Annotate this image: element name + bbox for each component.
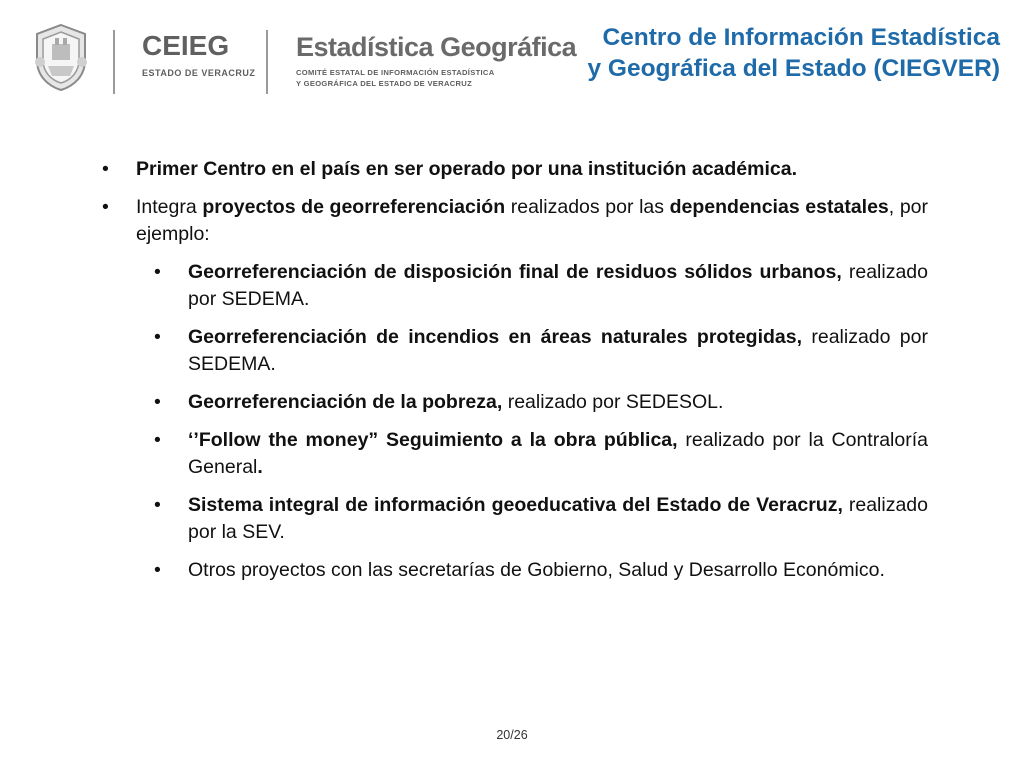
bullet-glyph: • [102, 196, 109, 218]
veracruz-crest-logo [30, 22, 92, 92]
slide-title-line: y Geográfica del Estado (CIEGVER) [587, 55, 1000, 82]
bullet-glyph: • [154, 391, 161, 413]
bullet-bold-text: Sistema integral de información geoeducativa del Estado de Veracruz, [188, 494, 843, 516]
bullet-list [102, 156, 928, 595]
sub-bullet-item [102, 389, 928, 416]
bullet-text: realizado por SEDESOL. [502, 391, 724, 413]
bullet-text: realizado por la SEV. [188, 494, 928, 543]
bullet-bold-text: Georreferenciación de incendios en áreas naturales protegidas, [188, 326, 803, 348]
bullet-text: realizado por SEDEMA. [188, 326, 928, 375]
ceieg-logo-subtitle: ESTADO DE VERACRUZ [142, 68, 256, 78]
bullet-glyph: • [154, 494, 161, 516]
bullet-text: realizado por la Contraloría General [188, 429, 928, 478]
slide-title [587, 22, 1000, 84]
bullet-bold-text: Primer Centro en el país en ser operado por una institución académica. [136, 158, 798, 180]
bullet-bold-text: ‘’Follow the money” Seguimiento a la obra pública, [188, 429, 678, 451]
bullet-text: Otros proyectos con las secretarías de Gobierno, Salud y Desarrollo Económico. [188, 559, 885, 581]
bullet-glyph: • [154, 429, 161, 451]
sub-bullet-item [102, 492, 928, 546]
bullet-text: realizado por SEDEMA. [188, 261, 928, 310]
estadistica-geografica-logo-text: Estadística Geográfica [296, 32, 577, 62]
bullet-bold-text: Georreferenciación de disposición final de residuos sólidos urbanos, [188, 261, 842, 283]
ceieg-logo-text: CEIEG [142, 30, 230, 61]
bullet-glyph: • [154, 261, 161, 283]
estadistica-geografica-logo-subtitle [296, 67, 494, 89]
logo-divider [113, 30, 115, 94]
slide-title-line: Centro de Información Estadística [602, 24, 1000, 51]
bullet-item [102, 194, 928, 248]
sub-bullet-item [102, 557, 928, 584]
bullet-bold-text: dependencias estatales [669, 196, 889, 218]
page-number: 20/26 [496, 728, 528, 742]
sub-bullet-item [102, 259, 928, 313]
slide-header [0, 0, 1024, 110]
logo-subtitle-line: COMITÉ ESTATAL DE INFORMACIÓN ESTADÍSTICA [296, 68, 495, 77]
bullet-text: , por ejemplo: [136, 196, 929, 245]
sub-bullet-item [102, 427, 928, 481]
bullet-item [102, 156, 928, 183]
bullet-glyph: • [154, 559, 161, 581]
bullet-bold-text: . [257, 456, 263, 478]
bullet-glyph: • [102, 158, 109, 180]
bullet-text: Integra [136, 196, 203, 218]
bullet-text: realizados por las [505, 196, 670, 218]
sub-bullet-item [102, 324, 928, 378]
bullet-glyph: • [154, 326, 161, 348]
bullet-bold-text: Georreferenciación de la pobreza, [188, 391, 503, 413]
bullet-bold-text: proyectos de georreferenciación [202, 196, 506, 218]
logo-divider [266, 30, 268, 94]
logo-subtitle-line: Y GEOGRÁFICA DEL ESTADO DE VERACRUZ [296, 79, 473, 88]
